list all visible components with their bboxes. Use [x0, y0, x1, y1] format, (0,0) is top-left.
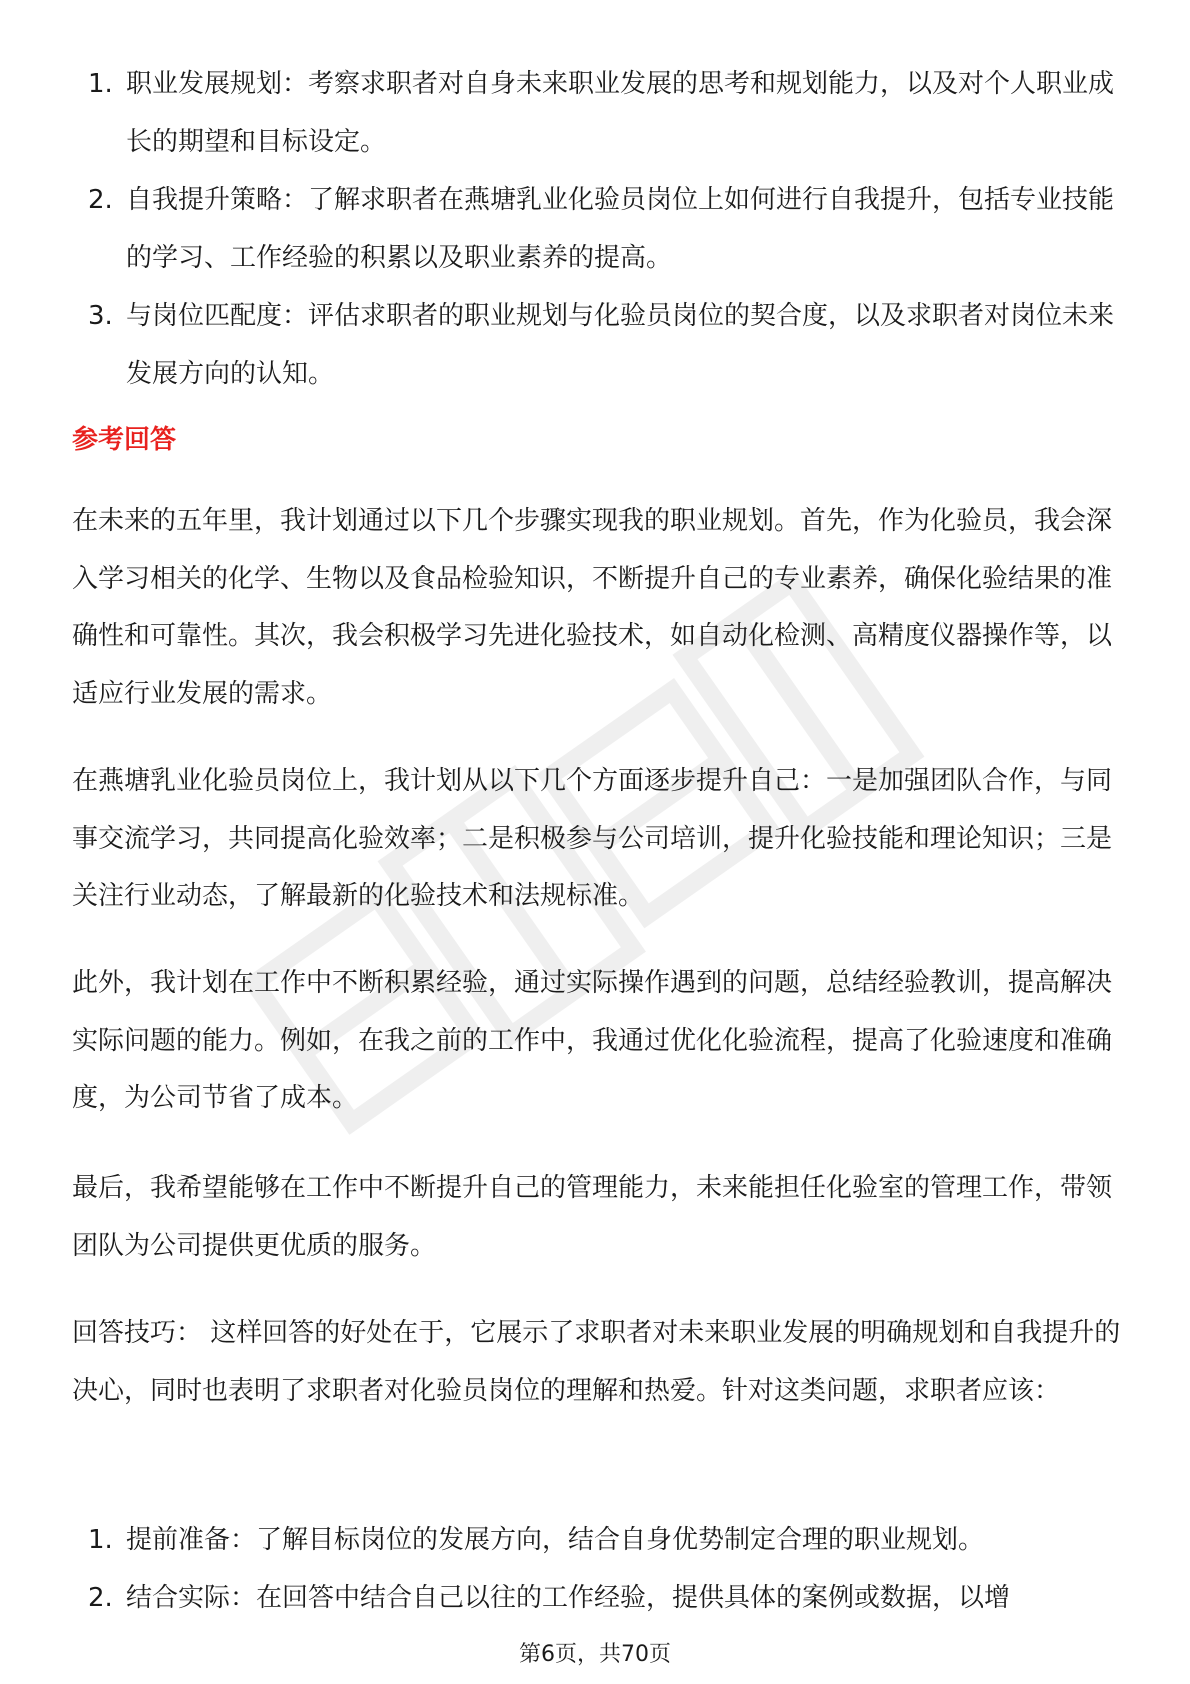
criteria-list: [84, 55, 1114, 403]
list-item: [84, 55, 1114, 171]
list-item-number: 3.: [88, 301, 113, 331]
list-item-text: 自我提升策略：了解求职者在燕塘乳业化验员岗位上如何进行自我提升，包括专业技能的学习、工作经验的积累以及职业素养的提高。: [126, 185, 1115, 273]
answer-paragraph: 在燕塘乳业化验员岗位上，我计划从以下几个方面逐步提升自己：一是加强团队合作，与同事交流学习，共同提高化验效率；二是积极参与公司培训，提升化验技能和理论知识；三是关注行业动态，了解最新的化验技术和法规标准。: [72, 766, 1113, 911]
tips-list: [84, 1511, 1114, 1627]
list-item-text: 提前准备：了解目标岗位的发展方向，结合自身优势制定合理的职业规划。: [126, 1525, 985, 1555]
list-item-number: 1.: [88, 1525, 113, 1555]
answer-paragraph: 最后，我希望能够在工作中不断提升自己的管理能力，未来能担任化验室的管理工作，带领团队为公司提供更优质的服务。: [72, 1173, 1113, 1261]
list-item-text: 与岗位匹配度：评估求职者的职业规划与化验员岗位的契合度，以及求职者对岗位未来发展方向的认知。: [126, 301, 1115, 389]
list-item-text: 职业发展规划：考察求职者对自身未来职业发展的思考和规划能力，以及对个人职业成长的期望和目标设定。: [126, 69, 1115, 157]
section-title: 参考回答: [72, 425, 177, 455]
list-item-number: 1.: [88, 69, 113, 99]
list-item: [84, 287, 1114, 403]
list-item: [84, 1569, 1114, 1627]
answer-paragraph: 在未来的五年里，我计划通过以下几个步骤实现我的职业规划。首先，作为化验员，我会深入学习相关的化学、生物以及食品检验知识，不断提升自己的专业素养，确保化验结果的准确性和可靠性。其次，我会积极学习先进化验技术，如自动化检测、高精度仪器操作等，以适应行业发展的需求。: [72, 506, 1113, 709]
list-item-text: 结合实际：在回答中结合自己以往的工作经验，提供具体的案例或数据，以增: [126, 1583, 1011, 1613]
list-item-number: 2.: [88, 185, 113, 215]
tips-paragraph: 回答技巧： 这样回答的好处在于，它展示了求职者对未来职业发展的明确规划和自我提升的决心，同时也表明了求职者对化验员岗位的理解和热爱。针对这类问题，求职者应该：: [72, 1318, 1121, 1406]
page-footer: 第6页，共70页: [519, 1642, 671, 1667]
list-item-number: 2.: [88, 1583, 113, 1613]
list-item: [84, 1511, 1114, 1569]
list-item: [84, 171, 1114, 287]
answer-paragraph: 此外，我计划在工作中不断积累经验，通过实际操作遇到的问题，总结经验教训，提高解决实际问题的能力。例如，在我之前的工作中，我通过优化化验流程，提高了化验速度和准确度，为公司节省了成本。: [72, 968, 1113, 1113]
